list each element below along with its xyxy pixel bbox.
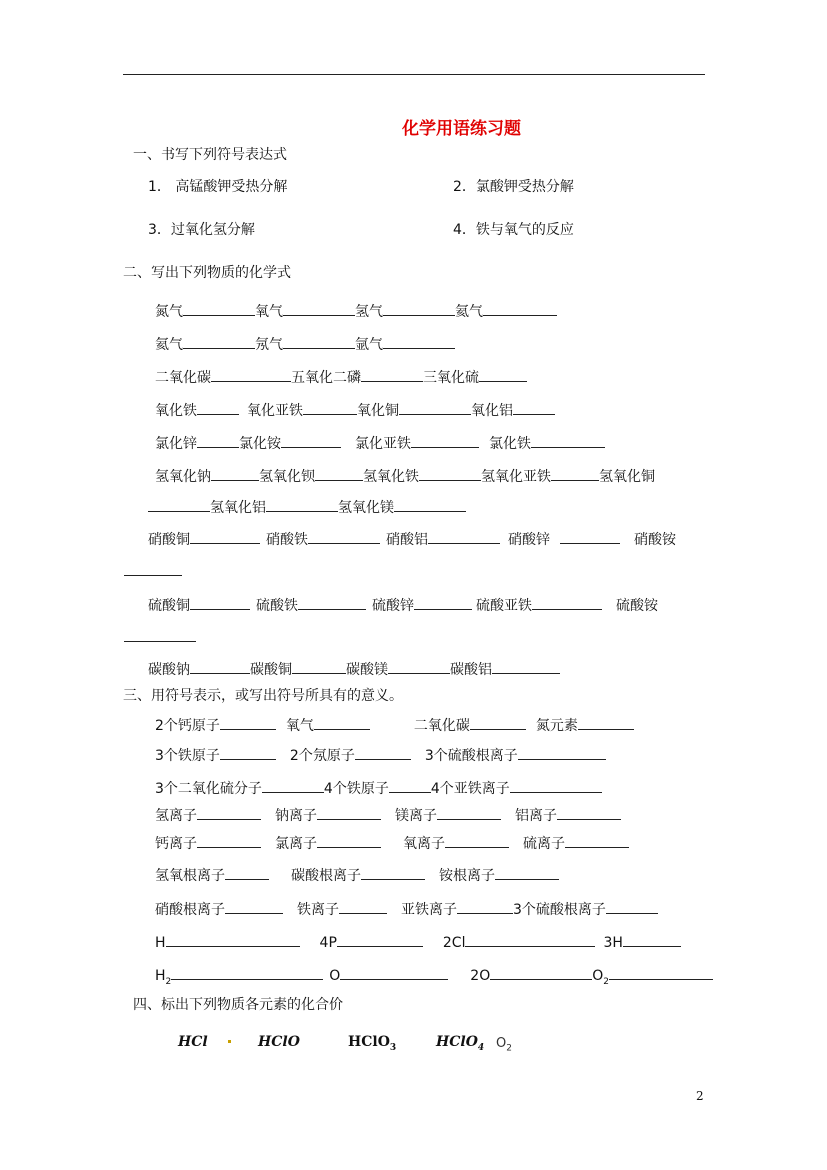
formula-text: HClO: [348, 1034, 390, 1050]
s2-row-7: [148, 498, 466, 517]
item-label: 硫离子: [523, 836, 565, 852]
item-label: 硫酸锌: [372, 598, 414, 614]
answer-blank[interactable]: [483, 302, 557, 316]
answer-blank[interactable]: [225, 866, 269, 880]
formula-text: O: [496, 1036, 507, 1051]
section-2-heading: 二、写出下列物质的化学式: [123, 265, 291, 281]
answer-blank[interactable]: [183, 302, 255, 316]
answer-blank[interactable]: [220, 746, 276, 760]
answer-blank[interactable]: [171, 966, 323, 980]
item-label: 氯化铁: [489, 436, 531, 452]
item-label: 碳酸钠: [148, 662, 190, 678]
answer-blank[interactable]: [445, 834, 509, 848]
item-label: 硫酸亚铁: [476, 598, 532, 614]
item-label: 硝酸锌: [508, 532, 550, 548]
answer-blank[interactable]: [411, 434, 479, 448]
answer-blank[interactable]: [317, 806, 381, 820]
answer-blank[interactable]: [490, 966, 592, 980]
item-label: 氢氧化铝: [210, 500, 266, 516]
answer-blank[interactable]: [551, 467, 599, 481]
section-3-heading: 三、用符号表示，或写出符号所具有的意义。: [123, 688, 403, 704]
item-label: 铝离子: [515, 808, 557, 824]
answer-blank[interactable]: [317, 834, 381, 848]
item-label: 碳酸铜: [250, 662, 292, 678]
s2-row-4: [155, 401, 555, 420]
item-label: 3个硫酸根离子: [513, 902, 606, 918]
item-label: 4个铁原子: [323, 781, 389, 797]
answer-blank[interactable]: [298, 596, 366, 610]
s3-row-2: [155, 746, 606, 765]
item-label: 氧气: [285, 718, 314, 734]
s2-row-10: [148, 660, 560, 679]
answer-blank[interactable]: [383, 335, 455, 349]
item-label: 氧化铁: [155, 403, 197, 419]
s3-row-8: [155, 933, 681, 952]
item-label: O: [329, 968, 341, 984]
item-label: 铁离子: [297, 902, 339, 918]
question-4: 4．铁与氧气的反应: [453, 222, 574, 238]
formula-hcl: HCl: [178, 1034, 208, 1050]
item-label: 硝酸根离子: [155, 902, 225, 918]
answer-blank[interactable]: [197, 434, 239, 448]
item-label: 氢气: [355, 304, 383, 320]
item-label: 氧化铜: [357, 403, 399, 419]
page-title: 化学用语练习题: [402, 119, 521, 139]
s2-row-8: [148, 530, 676, 549]
s3-row-6: [155, 866, 559, 885]
item-label: 氮气: [155, 304, 183, 320]
item-label: 氮元素: [535, 718, 578, 734]
answer-blank[interactable]: [262, 779, 324, 793]
s2-row-3: [155, 368, 527, 387]
answer-blank[interactable]: [281, 434, 341, 448]
item-label: 三氧化硫: [423, 370, 479, 386]
item-label: 钙离子: [155, 836, 197, 852]
subscript: 3: [389, 1042, 397, 1053]
answer-blank[interactable]: [339, 900, 387, 914]
section-1-heading: 一、书写下列符号表达式: [133, 147, 287, 163]
answer-blank[interactable]: [337, 933, 423, 947]
answer-blank[interactable]: [190, 596, 250, 610]
item-label: 氩气: [355, 337, 383, 353]
subscript: 2: [603, 976, 609, 987]
item-label: 亚铁离子: [401, 902, 457, 918]
question-1: 1． 高锰酸钾受热分解: [148, 179, 288, 195]
answer-blank[interactable]: [492, 660, 560, 674]
item-label: 氢氧化亚铁: [481, 469, 551, 485]
s3-row-5: [155, 834, 629, 853]
answer-blank[interactable]: [197, 401, 239, 415]
formula-hclo: HClO: [258, 1034, 300, 1050]
s2-row-1: [155, 302, 557, 321]
answer-blank[interactable]: [355, 746, 411, 760]
item-label: 硫酸铵: [616, 598, 658, 614]
item-label: 3个二氧化硫分子: [155, 781, 262, 797]
item-label: 碳酸根离子: [291, 868, 361, 884]
item-label: 硝酸铵: [634, 532, 676, 548]
answer-blank[interactable]: [465, 933, 595, 947]
item-label: 氯化铵: [239, 436, 281, 452]
answer-blank[interactable]: [531, 434, 605, 448]
item-label: 3个铁原子: [155, 748, 220, 764]
answer-blank[interactable]: [361, 368, 423, 382]
header-rule: [123, 74, 705, 75]
answer-blank[interactable]: [197, 806, 261, 820]
answer-blank[interactable]: [148, 498, 210, 512]
item-label: 氢氧化铜: [599, 469, 655, 485]
answer-blank[interactable]: [578, 716, 634, 730]
item-label: 氢氧化钠: [155, 469, 211, 485]
answer-blank[interactable]: [437, 806, 501, 820]
answer-blank[interactable]: [340, 966, 448, 980]
formula-text: HClO: [436, 1034, 478, 1050]
answer-blank[interactable]: [220, 716, 276, 730]
item-label: 碳酸铝: [450, 662, 492, 678]
item-label: 氧气: [255, 304, 283, 320]
item-label: 钠离子: [275, 808, 317, 824]
s2-row-6: [155, 467, 655, 486]
item-label: 2O: [470, 968, 491, 984]
answer-blank[interactable]: [315, 467, 363, 481]
stray-mark: [228, 1040, 231, 1043]
s3-row-1: [155, 716, 634, 735]
item-label: O: [592, 968, 604, 984]
s2-row-9: [148, 596, 658, 615]
item-label: 氢离子: [155, 808, 197, 824]
answer-blank[interactable]: [283, 335, 355, 349]
answer-blank[interactable]: [190, 660, 250, 674]
answer-blank[interactable]: [389, 779, 431, 793]
answer-blank[interactable]: [479, 368, 527, 382]
page-number: 2: [696, 1089, 704, 1103]
item-label: 氦气: [155, 337, 183, 353]
item-label: 氢氧化铁: [363, 469, 419, 485]
answer-blank[interactable]: [606, 900, 658, 914]
item-label: 硝酸铁: [266, 532, 308, 548]
item-label: 铵根离子: [439, 868, 495, 884]
item-label: 氯离子: [275, 836, 317, 852]
formula-hclo4: [436, 1034, 484, 1053]
answer-blank[interactable]: [225, 900, 283, 914]
answer-blank[interactable]: [314, 716, 370, 730]
answer-blank[interactable]: [609, 966, 713, 980]
item-label: 二氧化碳: [155, 370, 211, 386]
item-label: 氖气: [255, 337, 283, 353]
answer-blank[interactable]: [513, 401, 555, 415]
s2-row-9-continued: [124, 628, 196, 647]
answer-blank[interactable]: [211, 368, 291, 382]
answer-blank[interactable]: [124, 628, 196, 642]
answer-blank[interactable]: [308, 530, 380, 544]
s2-row-5: [155, 434, 605, 453]
answer-blank[interactable]: [283, 302, 355, 316]
item-label: 氧离子: [403, 836, 445, 852]
subscript: 4: [477, 1042, 485, 1053]
item-label: 2个钙原子: [155, 718, 220, 734]
answer-blank[interactable]: [211, 467, 259, 481]
answer-blank[interactable]: [565, 834, 629, 848]
item-label: 氦气: [455, 304, 483, 320]
answer-blank[interactable]: [124, 562, 182, 576]
item-label: 3个硫酸根离子: [424, 748, 518, 764]
item-label: 3H: [603, 935, 623, 951]
answer-blank[interactable]: [557, 806, 621, 820]
answer-blank[interactable]: [470, 716, 526, 730]
s3-row-9: [155, 966, 713, 991]
item-label: 氢氧化钡: [259, 469, 315, 485]
answer-blank[interactable]: [383, 302, 455, 316]
subscript: 2: [506, 1043, 512, 1054]
answer-blank[interactable]: [388, 660, 450, 674]
item-label: H: [155, 968, 166, 984]
answer-blank[interactable]: [623, 933, 681, 947]
answer-blank[interactable]: [166, 933, 300, 947]
answer-blank[interactable]: [183, 335, 255, 349]
item-label: 氢氧化镁: [338, 500, 394, 516]
answer-blank[interactable]: [457, 900, 513, 914]
item-label: 4P: [319, 935, 337, 951]
item-label: 氯化亚铁: [355, 436, 411, 452]
item-label: 硝酸铝: [386, 532, 428, 548]
item-label: 2Cl: [442, 935, 466, 951]
item-label: 2个氖原子: [289, 748, 355, 764]
item-label: 氧化铝: [471, 403, 513, 419]
s3-row-3: [155, 779, 602, 798]
item-label: 镁离子: [395, 808, 437, 824]
subscript: 2: [165, 976, 172, 987]
answer-blank[interactable]: [560, 530, 620, 544]
section-4-heading: 四、标出下列物质各元素的化合价: [133, 997, 343, 1013]
item-label: 二氧化碳: [413, 718, 470, 734]
formula-hclo3: [348, 1034, 396, 1053]
item-label: 五氧化二磷: [291, 370, 361, 386]
answer-blank[interactable]: [518, 746, 606, 760]
answer-blank[interactable]: [292, 660, 346, 674]
item-label: 硫酸铜: [148, 598, 190, 614]
formula-o2: [496, 1036, 512, 1054]
answer-blank[interactable]: [495, 866, 559, 880]
item-label: 碳酸镁: [346, 662, 388, 678]
answer-blank[interactable]: [361, 866, 425, 880]
item-label: 氯化锌: [155, 436, 197, 452]
answer-blank[interactable]: [532, 596, 602, 610]
item-label: H: [155, 935, 166, 951]
answer-blank[interactable]: [266, 498, 338, 512]
answer-blank[interactable]: [428, 530, 500, 544]
question-2: 2．氯酸钾受热分解: [453, 179, 574, 195]
answer-blank[interactable]: [414, 596, 472, 610]
answer-blank[interactable]: [197, 834, 261, 848]
s3-row-4: [155, 806, 621, 825]
s3-row-7: [155, 900, 658, 919]
answer-blank[interactable]: [190, 530, 260, 544]
item-label: 氢氧根离子: [155, 868, 225, 884]
question-3: 3．过氧化氢分解: [148, 222, 255, 238]
answer-blank[interactable]: [303, 401, 357, 415]
s2-row-2: [155, 335, 455, 354]
answer-blank[interactable]: [510, 779, 602, 793]
item-label: 硝酸铜: [148, 532, 190, 548]
item-label: 氧化亚铁: [247, 403, 303, 419]
answer-blank[interactable]: [419, 467, 481, 481]
answer-blank[interactable]: [399, 401, 471, 415]
answer-blank[interactable]: [394, 498, 466, 512]
item-label: 4个亚铁离子: [430, 781, 510, 797]
s2-row-8-continued: [124, 562, 182, 581]
item-label: 硫酸铁: [256, 598, 298, 614]
